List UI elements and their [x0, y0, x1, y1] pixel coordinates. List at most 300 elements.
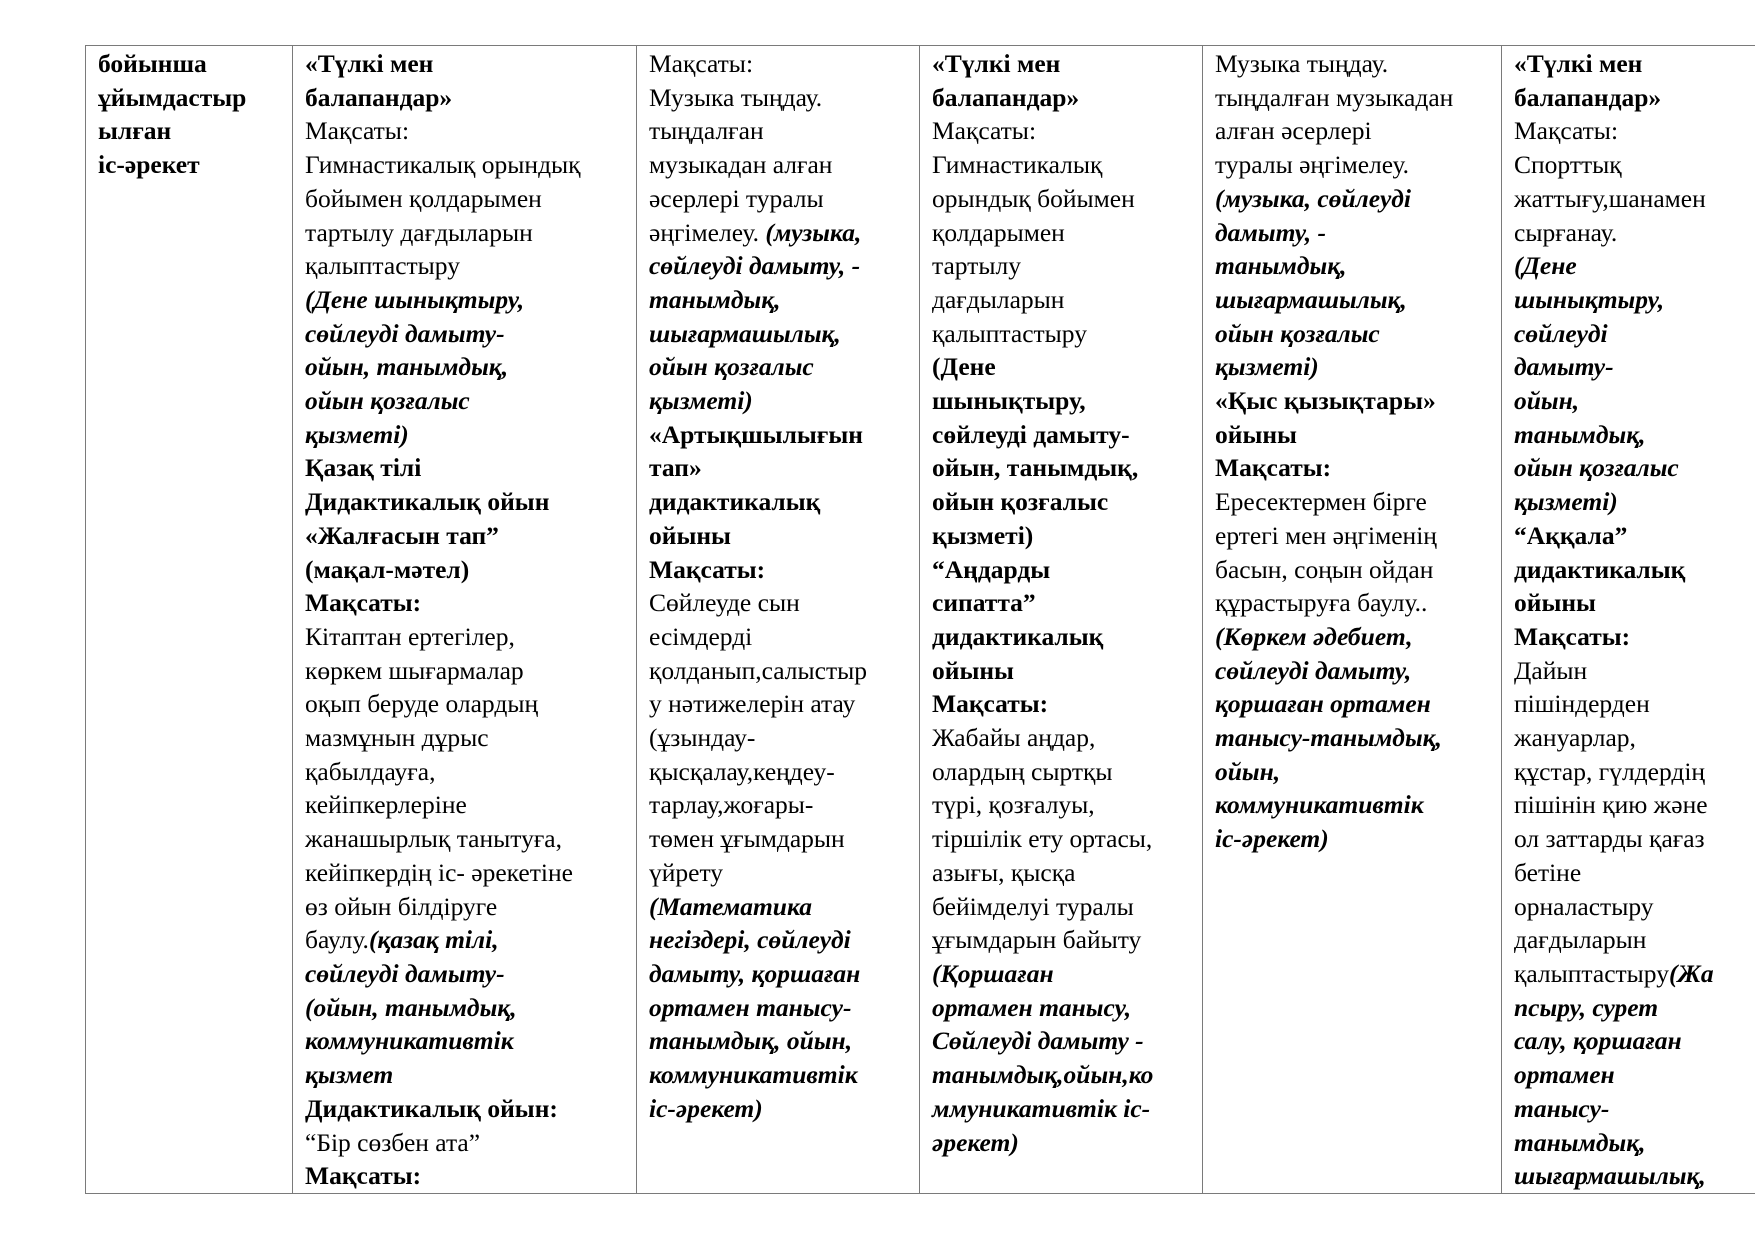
- text-run: тартылу: [932, 251, 1021, 281]
- text-run: (музыка, сөйлеуді: [1215, 183, 1412, 213]
- text-run: танымдық,: [1514, 1127, 1646, 1157]
- text-run: шығармашылық,: [1514, 1161, 1706, 1191]
- text-line: [649, 788, 913, 822]
- text-run: туралы әңгімелеу.: [1215, 150, 1410, 180]
- text-run: ойын,: [1215, 756, 1281, 786]
- text-run: дидактикалық: [1514, 554, 1686, 584]
- text-run: танымдық, ойын,: [649, 1026, 853, 1056]
- text-run: Мақсаты:: [932, 116, 1037, 146]
- text-line: [1215, 485, 1495, 519]
- text-line: [305, 114, 630, 148]
- text-line: [932, 384, 1196, 418]
- text-line: [305, 384, 630, 418]
- text-line: [649, 81, 913, 115]
- text-run: олардың сыртқы: [932, 756, 1113, 786]
- text-line: [649, 485, 913, 519]
- text-line: [305, 216, 630, 250]
- text-run: ылған: [98, 116, 172, 146]
- text-line: [1215, 519, 1495, 553]
- text-line: [305, 1024, 630, 1058]
- text-run: Дайын: [1514, 655, 1588, 685]
- text-run: Спорттық: [1514, 150, 1622, 180]
- text-run: пішіндерден: [1514, 689, 1650, 719]
- text-line: [1514, 216, 1749, 250]
- text-line: [649, 721, 913, 755]
- text-line: [1514, 822, 1749, 856]
- text-line: [1215, 283, 1495, 317]
- text-run: (Дене шынықтыру,: [305, 284, 525, 314]
- text-run: шығармашылық,: [1215, 284, 1407, 314]
- text-line: [1514, 317, 1749, 351]
- text-run: қабылдауға,: [305, 756, 436, 786]
- text-line: [305, 182, 630, 216]
- text-line: [932, 216, 1196, 250]
- text-line: [932, 822, 1196, 856]
- text-line: [932, 1092, 1196, 1126]
- text-line: [932, 485, 1196, 519]
- text-line: [305, 890, 630, 924]
- text-run: (Көркем әдебиет,: [1215, 621, 1413, 651]
- text-run: іс-әрекет): [1215, 824, 1329, 854]
- text-run: ұйымдастыр: [98, 82, 247, 112]
- text-run: Сөйлеуде сын: [649, 588, 800, 618]
- text-run: қызметі): [932, 520, 1034, 550]
- text-run: дидактикалық: [649, 487, 821, 517]
- text-line: [1215, 418, 1495, 452]
- text-line: [1215, 822, 1495, 856]
- text-line: [649, 1092, 913, 1126]
- text-run: бейімделуі туралы: [932, 891, 1134, 921]
- text-run: тыңдалған: [649, 116, 764, 146]
- day-cell-2: [637, 46, 920, 1194]
- text-line: [1215, 755, 1495, 789]
- text-line: [649, 620, 913, 654]
- text-line: [1514, 418, 1749, 452]
- text-line: [305, 822, 630, 856]
- text-run: сипатта”: [932, 588, 1036, 618]
- text-line: [305, 485, 630, 519]
- text-line: [1514, 721, 1749, 755]
- text-run: «Түлкі мен: [1514, 49, 1643, 78]
- text-line: [932, 755, 1196, 789]
- text-line: [1215, 216, 1495, 250]
- text-line: [649, 148, 913, 182]
- text-line: [305, 283, 630, 317]
- text-run: шынықтыру,: [932, 386, 1086, 416]
- text-run: шығармашылық,: [649, 318, 841, 348]
- text-run: тіршілік ету ортасы,: [932, 824, 1153, 854]
- text-line: [932, 81, 1196, 115]
- text-run: коммуникативтік: [305, 1026, 514, 1056]
- text-line: [305, 81, 630, 115]
- text-run: “Аңдарды: [932, 554, 1051, 584]
- text-run: дағдыларын: [1514, 925, 1647, 955]
- text-run: ойын қозғалыс: [932, 487, 1109, 517]
- text-line: [1514, 114, 1749, 148]
- text-line: [98, 114, 286, 148]
- text-run: балапандар»: [932, 82, 1080, 112]
- text-line: [1514, 923, 1749, 957]
- text-line: [1215, 586, 1495, 620]
- text-line: [932, 721, 1196, 755]
- text-line: [1215, 384, 1495, 418]
- text-run: ойыны: [1514, 588, 1596, 618]
- text-run: коммуникативтік: [649, 1060, 858, 1090]
- text-line: [305, 317, 630, 351]
- text-run: танымдық,: [1215, 251, 1347, 281]
- text-line: [1215, 47, 1495, 81]
- text-run: сөйлеуді дамыту, -: [649, 251, 861, 281]
- text-run: қолдарымен: [932, 217, 1065, 247]
- text-run: (қазақ тілі,: [368, 925, 499, 955]
- text-line: [305, 451, 630, 485]
- text-run: іс-әрекет): [649, 1093, 763, 1123]
- text-run: Кітаптан ертегілер,: [305, 621, 515, 651]
- text-line: [932, 350, 1196, 384]
- text-run: түрі, қозғалуы,: [932, 790, 1095, 820]
- text-run: (Дене: [1514, 251, 1577, 281]
- text-run: әңгімелеу.: [649, 217, 766, 247]
- text-line: [649, 182, 913, 216]
- text-run: кейіпкерлеріне: [305, 790, 467, 820]
- text-line: [1514, 485, 1749, 519]
- text-run: (Жа: [1668, 958, 1714, 988]
- text-line: [305, 788, 630, 822]
- text-line: [649, 856, 913, 890]
- text-line: [305, 991, 630, 1025]
- text-line: [932, 148, 1196, 182]
- text-line: [932, 317, 1196, 351]
- text-line: [932, 923, 1196, 957]
- text-run: қалыптастыру: [1514, 958, 1669, 988]
- text-run: Мақсаты:: [649, 49, 754, 78]
- text-line: [305, 586, 630, 620]
- text-line: [1215, 451, 1495, 485]
- text-line: [1514, 283, 1749, 317]
- text-line: [649, 822, 913, 856]
- text-run: сөйлеуді дамыту-: [305, 318, 505, 348]
- text-line: [932, 249, 1196, 283]
- text-line: [305, 687, 630, 721]
- text-run: қолданып,салыстыр: [649, 655, 867, 685]
- text-line: [305, 249, 630, 283]
- text-line: [649, 216, 913, 250]
- text-line: [1514, 1092, 1749, 1126]
- text-run: баулу.: [305, 925, 369, 955]
- text-run: бойымен қолдарымен: [305, 183, 542, 213]
- text-line: [305, 721, 630, 755]
- text-line: [1215, 182, 1495, 216]
- text-line: [932, 1024, 1196, 1058]
- table-row: [86, 46, 1755, 1194]
- text-run: орындық бойымен: [932, 183, 1135, 213]
- text-run: ойын, танымдық,: [932, 453, 1139, 483]
- text-run: азығы, қысқа: [932, 857, 1076, 887]
- text-line: [649, 586, 913, 620]
- text-run: сырғанау.: [1514, 217, 1618, 247]
- text-run: төмен ұғымдарын: [649, 824, 845, 854]
- text-line: [305, 620, 630, 654]
- text-line: [932, 519, 1196, 553]
- text-line: [305, 654, 630, 688]
- activity-label-cell: [86, 46, 293, 1194]
- text-line: [98, 47, 286, 81]
- text-run: Дидактикалық ойын:: [305, 1093, 558, 1123]
- text-run: Музыка тыңдау.: [1215, 49, 1389, 78]
- text-line: [305, 957, 630, 991]
- text-line: [1514, 47, 1749, 81]
- text-run: ойын қозғалыс: [649, 352, 814, 382]
- text-run: «Түлкі мен: [932, 49, 1061, 78]
- day-cell-5: [1502, 46, 1755, 1194]
- text-run: ортамен танысу,: [932, 992, 1132, 1022]
- text-line: [1215, 788, 1495, 822]
- text-run: Мақсаты:: [305, 116, 410, 146]
- text-line: [649, 890, 913, 924]
- text-line: [305, 148, 630, 182]
- text-line: [1514, 451, 1749, 485]
- text-run: тартылу дағдыларын: [305, 217, 533, 247]
- text-run: ойын,: [1514, 386, 1580, 416]
- text-line: [649, 991, 913, 1025]
- text-line: [932, 654, 1196, 688]
- text-run: ертегі мен әңгіменің: [1215, 520, 1437, 550]
- text-run: қызметі): [1215, 352, 1319, 382]
- text-run: ол заттарды қағаз: [1514, 824, 1705, 854]
- text-run: «Жалғасын тап”: [305, 520, 499, 550]
- text-run: (ұзындау-: [649, 723, 756, 753]
- text-line: [305, 1126, 630, 1160]
- text-line: [305, 553, 630, 587]
- text-run: қызметі): [1514, 487, 1618, 517]
- text-line: [932, 451, 1196, 485]
- text-run: танымдық,: [1514, 419, 1646, 449]
- text-run: ойыны: [1215, 419, 1297, 449]
- text-run: (мақал-мәтел): [305, 554, 470, 584]
- text-line: [305, 47, 630, 81]
- text-line: [932, 553, 1196, 587]
- text-line: [98, 81, 286, 115]
- text-line: [649, 451, 913, 485]
- text-line: [649, 654, 913, 688]
- text-line: [932, 1058, 1196, 1092]
- text-line: [1215, 350, 1495, 384]
- text-run: Мақсаты:: [649, 554, 766, 584]
- text-line: [1514, 1126, 1749, 1160]
- text-run: тарлау,жоғары-: [649, 790, 814, 820]
- text-line: [649, 317, 913, 351]
- text-line: [932, 47, 1196, 81]
- text-run: қызметі): [649, 386, 753, 416]
- text-run: құстар, гүлдердің: [1514, 756, 1706, 786]
- text-line: [1514, 890, 1749, 924]
- text-run: Гимнастикалық орындық: [305, 150, 581, 180]
- text-run: ойыны: [932, 655, 1014, 685]
- text-run: дамыту, қоршаған: [649, 958, 861, 988]
- text-line: [1215, 81, 1495, 115]
- text-run: қызмет: [305, 1060, 394, 1090]
- text-run: “Аққала”: [1514, 520, 1628, 550]
- text-run: Мақсаты:: [305, 588, 422, 618]
- text-run: тап»: [649, 453, 702, 483]
- text-line: [932, 957, 1196, 991]
- text-run: қалыптастыру: [932, 318, 1087, 348]
- text-run: дамыту, -: [1215, 217, 1327, 247]
- text-line: [1215, 114, 1495, 148]
- text-line: [305, 350, 630, 384]
- text-run: (музыка,: [765, 217, 862, 247]
- text-run: сөйлеуді дамыту-: [932, 419, 1130, 449]
- text-line: [305, 519, 630, 553]
- text-line: [649, 687, 913, 721]
- text-run: Гимнастикалық: [932, 150, 1103, 180]
- text-run: жанашырлық танытуға,: [305, 824, 562, 854]
- text-line: [305, 856, 630, 890]
- text-line: [932, 620, 1196, 654]
- text-line: [1514, 249, 1749, 283]
- text-run: “Бір сөзбен ата”: [305, 1127, 481, 1157]
- text-run: тыңдалған музыкадан: [1215, 82, 1454, 112]
- text-run: дидактикалық: [932, 621, 1104, 651]
- text-line: [1514, 755, 1749, 789]
- text-line: [1514, 957, 1749, 991]
- text-run: танысу-танымдық,: [1215, 723, 1442, 753]
- text-line: [1514, 81, 1749, 115]
- text-line: [1514, 553, 1749, 587]
- text-run: Мақсаты:: [1514, 116, 1619, 146]
- text-run: кейіпкердің іс- әрекетіне: [305, 857, 573, 887]
- text-run: псыру, сурет: [1514, 992, 1659, 1022]
- text-run: орналастыру: [1514, 891, 1654, 921]
- text-run: қысқалау,кеңдеу-: [649, 756, 835, 786]
- text-line: [649, 47, 913, 81]
- text-run: әсерлері туралы: [649, 183, 824, 213]
- text-line: [305, 755, 630, 789]
- text-run: шынықтыру,: [1514, 284, 1665, 314]
- text-line: [932, 418, 1196, 452]
- text-run: Мақсаты:: [1215, 453, 1332, 483]
- text-line: [1514, 991, 1749, 1025]
- text-run: дағдыларын: [932, 284, 1065, 314]
- text-run: сөйлеуді дамыту,: [1215, 655, 1412, 685]
- text-line: [1514, 1024, 1749, 1058]
- text-run: (Дене: [932, 352, 996, 382]
- text-line: [1215, 317, 1495, 351]
- text-line: [649, 923, 913, 957]
- text-run: Сөйлеуді дамыту -: [932, 1026, 1144, 1056]
- text-run: ортамен танысу-: [649, 992, 852, 1022]
- text-line: [1514, 856, 1749, 890]
- text-run: ойын қозғалыс: [305, 386, 470, 416]
- text-line: [649, 283, 913, 317]
- text-line: [932, 1126, 1196, 1160]
- text-line: [1514, 384, 1749, 418]
- text-line: [1514, 148, 1749, 182]
- text-run: Мақсаты:: [1514, 621, 1631, 651]
- text-run: есімдерді: [649, 621, 753, 651]
- text-line: [649, 1058, 913, 1092]
- text-line: [932, 283, 1196, 317]
- text-line: [1514, 519, 1749, 553]
- text-line: [932, 687, 1196, 721]
- text-run: ойыны: [649, 520, 731, 550]
- text-run: ортамен: [1514, 1060, 1615, 1090]
- text-line: [305, 1092, 630, 1126]
- text-run: Дидактикалық ойын: [305, 487, 550, 517]
- text-run: Музыка тыңдау.: [649, 82, 823, 112]
- text-line: [932, 788, 1196, 822]
- text-line: [1514, 788, 1749, 822]
- text-line: [649, 1024, 913, 1058]
- text-run: бетіне: [1514, 857, 1582, 887]
- text-line: [649, 114, 913, 148]
- text-run: ммуникативтік іс-: [932, 1093, 1151, 1123]
- text-run: Мақсаты:: [305, 1161, 422, 1191]
- text-run: (Математика: [649, 891, 813, 921]
- text-run: құрастыруға баулу..: [1215, 588, 1428, 618]
- text-line: [305, 418, 630, 452]
- text-line: [932, 586, 1196, 620]
- text-line: [649, 957, 913, 991]
- text-run: мазмұнын дұрыс: [305, 723, 489, 753]
- text-run: Қазақ тілі: [305, 453, 422, 483]
- text-run: әрекет): [932, 1127, 1019, 1157]
- text-run: танысу-: [1514, 1093, 1610, 1123]
- text-run: оқып беруде олардың: [305, 689, 539, 719]
- text-line: [98, 148, 286, 182]
- text-run: балапандар»: [305, 82, 453, 112]
- text-line: [932, 890, 1196, 924]
- text-line: [932, 856, 1196, 890]
- text-run: салу, қоршаған: [1514, 1026, 1682, 1056]
- text-line: [1514, 586, 1749, 620]
- day-cell-4: [1203, 46, 1502, 1194]
- text-run: қоршаған ортамен: [1215, 689, 1431, 719]
- text-line: [649, 249, 913, 283]
- text-run: Ересектермен бірге: [1215, 487, 1427, 517]
- text-run: қалыптастыру: [305, 251, 460, 281]
- text-line: [305, 1159, 630, 1193]
- text-line: [1215, 620, 1495, 654]
- schedule-table: [85, 45, 1755, 1194]
- text-run: ойын қозғалыс: [1215, 318, 1380, 348]
- text-run: үйрету: [649, 857, 724, 887]
- text-line: [1215, 654, 1495, 688]
- text-line: [932, 991, 1196, 1025]
- text-run: (ойын, танымдық,: [305, 992, 517, 1022]
- text-run: у нәтижелерін атау: [649, 689, 856, 719]
- text-run: ойын қозғалыс: [1514, 453, 1679, 483]
- text-run: өз ойын білдіруге: [305, 891, 498, 921]
- text-line: [649, 553, 913, 587]
- text-run: «Қыс қызықтары»: [1215, 386, 1436, 416]
- text-line: [1514, 1159, 1749, 1193]
- text-line: [649, 384, 913, 418]
- text-run: (Қоршаған: [932, 958, 1054, 988]
- text-run: Мақсаты:: [932, 689, 1049, 719]
- text-run: жануарлар,: [1514, 723, 1636, 753]
- text-run: «Түлкі мен: [305, 49, 434, 78]
- text-line: [1215, 148, 1495, 182]
- text-run: сөйлеуді дамыту-: [305, 958, 505, 988]
- text-run: Жабайы аңдар,: [932, 723, 1096, 753]
- text-run: алған әсерлері: [1215, 116, 1372, 146]
- text-line: [305, 1058, 630, 1092]
- text-line: [1215, 687, 1495, 721]
- text-run: музыкадан алған: [649, 150, 833, 180]
- text-run: дамыту-: [1514, 352, 1614, 382]
- text-run: танымдық,ойын,ко: [932, 1060, 1154, 1090]
